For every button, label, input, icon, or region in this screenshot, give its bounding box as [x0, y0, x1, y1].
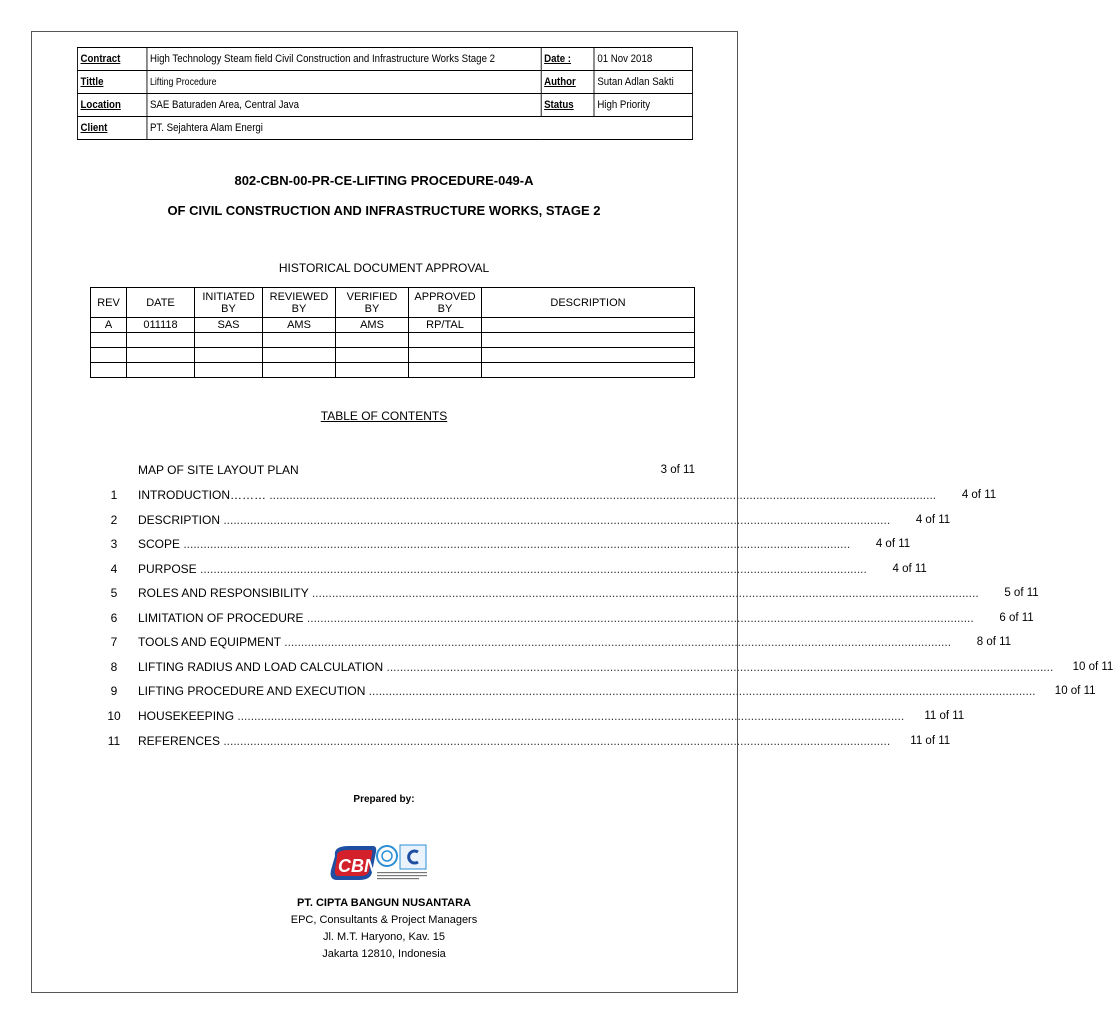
toc-item-text: ROLES AND RESPONSIBILITY [138, 586, 309, 600]
title-value: Lifting Procedure [147, 71, 541, 94]
toc-item-number: 2 [110, 513, 118, 527]
col-date: DATE [127, 288, 195, 318]
toc-item-text: TOOLS AND EQUIPMENT [138, 635, 281, 649]
approval-cell [127, 348, 195, 363]
toc-title: TABLE OF CONTENTS [320, 409, 448, 423]
toc-item[interactable] [90, 485, 997, 505]
toc-item-page: 4 of 11 [892, 563, 927, 575]
certification-fine-print [377, 872, 427, 879]
col-description: DESCRIPTION [482, 288, 695, 318]
company-logo [329, 842, 433, 884]
toc-item-text: SCOPE [138, 537, 181, 551]
toc-leader-dots: ........................................................................................................................................................................................................ [280, 635, 952, 649]
toc-item[interactable] [90, 632, 1012, 652]
approval-cell [482, 318, 695, 333]
col-rev: REV [91, 288, 127, 318]
document-code: 802-CBN-00-PR-CE-LIFTING PROCEDURE-049-A [234, 173, 534, 188]
toc-item[interactable] [90, 559, 927, 579]
title-label: Tittle [77, 71, 146, 94]
client-value: PT. Sejahtera Alam Energi [147, 117, 693, 140]
approval-cell [336, 348, 409, 363]
iso-certification-icon [377, 845, 426, 869]
company-tagline: EPC, Consultants & Project Managers [290, 914, 478, 926]
approval-cell [336, 363, 409, 378]
toc-item-number: 6 [110, 611, 118, 625]
approval-header-row [91, 288, 695, 318]
toc-item-number: 9 [110, 684, 118, 698]
toc-item-number: 11 [107, 734, 121, 748]
toc-item-number: 5 [110, 586, 118, 600]
approval-cell [409, 333, 482, 348]
approval-cell [482, 363, 695, 378]
location-label: Location [77, 94, 146, 117]
approval-row [91, 348, 695, 363]
toc-item-number: 10 [107, 709, 121, 723]
approval-table [90, 287, 695, 378]
approval-cell [195, 333, 263, 348]
company-name: PT. CIPTA BANGUN NUSANTARA [297, 897, 471, 909]
toc-leader-dots: ........................................................................................................................................................................................................ [266, 488, 937, 502]
toc-item-label [138, 611, 974, 625]
toc-item[interactable] [90, 681, 1096, 701]
toc-leader-dots: ........................................................................................................................................................................................................ [308, 586, 979, 600]
toc-item[interactable] [90, 510, 951, 530]
client-row [77, 117, 692, 140]
toc-leader-dots: ........................................................................................................................................................................................................ [220, 734, 891, 748]
location-row [77, 94, 692, 117]
toc-leader-dots: ........................................................................................................................................................................................................ [303, 611, 974, 625]
approval-cell [195, 363, 263, 378]
toc-item-label [138, 513, 890, 527]
toc-item-page: 3 of 11 [660, 464, 695, 476]
toc-item-text: PURPOSE [138, 562, 197, 576]
approval-cell [91, 348, 127, 363]
title-row [77, 71, 692, 94]
toc-item-page: 10 of 11 [1072, 661, 1113, 673]
approval-cell [195, 348, 263, 363]
approval-cell [409, 348, 482, 363]
toc-item-text: LIFTING PROCEDURE AND EXECUTION [138, 684, 366, 698]
company-address-city: Jakarta 12810, Indonesia [322, 948, 446, 960]
toc-item-page: 8 of 11 [976, 636, 1012, 648]
toc-item-number: 8 [110, 660, 118, 674]
approval-row [91, 318, 695, 333]
toc-item-number: 4 [110, 562, 118, 576]
col-reviewed: REVIEWED BY [263, 288, 336, 318]
approval-row [91, 363, 695, 378]
approval-title: HISTORICAL DOCUMENT APPROVAL [278, 261, 490, 275]
toc-item-text: MAP OF SITE LAYOUT PLAN [138, 463, 299, 477]
approval-cell [336, 333, 409, 348]
approval-cell [127, 333, 195, 348]
toc-leader-dots: ........................................................................................................................................................................................................ [196, 562, 867, 576]
toc-item[interactable] [90, 534, 911, 554]
toc-item-text: HOUSEKEEPING [138, 709, 235, 723]
toc-item[interactable] [90, 657, 1113, 677]
date-label: Date : [541, 48, 594, 71]
approval-cell: SAS [195, 318, 263, 333]
toc-item-label [138, 562, 867, 576]
approval-cell [482, 348, 695, 363]
toc-item-label [138, 586, 979, 600]
author-value: Sutan Adlan Sakti [594, 71, 692, 94]
toc-item-page: 4 of 11 [961, 489, 997, 501]
approval-cell: 011118 [127, 318, 195, 333]
approval-cell [91, 333, 127, 348]
contract-row [77, 48, 692, 71]
toc-item-page: 11 of 11 [910, 735, 951, 747]
toc-item[interactable] [90, 460, 695, 480]
contract-value: High Technology Steam field Civil Construction and Infrastructure Works Stage 2 [147, 48, 541, 71]
toc-item-number: 3 [110, 537, 118, 551]
toc-item-label [138, 660, 1053, 674]
toc-item-page: 10 of 11 [1054, 685, 1096, 697]
toc-item-number: 1 [110, 488, 118, 502]
approval-cell [91, 363, 127, 378]
toc-item-text: LIFTING RADIUS AND LOAD CALCULATION [138, 660, 384, 674]
toc-item-number: 7 [110, 635, 118, 649]
toc-item-text: REFERENCES [138, 734, 221, 748]
location-value: SAE Baturaden Area, Central Java [147, 94, 541, 117]
col-approved: APPROVED BY [409, 288, 482, 318]
toc-item-text: LIMITATION OF PROCEDURE [138, 611, 304, 625]
approval-row [91, 333, 695, 348]
toc-item-label [138, 734, 890, 748]
status-value: High Priority [594, 94, 692, 117]
toc-item-label [138, 463, 635, 477]
toc-item-page: 4 of 11 [875, 538, 911, 550]
author-label: Author [541, 71, 594, 94]
toc-item-label [138, 537, 850, 551]
toc-item-label [138, 635, 951, 649]
logo-text: CBN [338, 856, 377, 876]
approval-cell [263, 348, 336, 363]
approval-cell: A [91, 318, 127, 333]
toc-item[interactable] [90, 583, 1039, 603]
approval-cell [263, 363, 336, 378]
approval-cell [482, 333, 695, 348]
col-verified: VERIFIED BY [336, 288, 409, 318]
document-info-table [77, 47, 693, 140]
client-label: Client [77, 117, 146, 140]
cbn-logo-mark [331, 846, 378, 880]
toc-item-page: 11 of 11 [924, 710, 965, 722]
toc-leader-dots: ........................................................................................................................................................................................................ [180, 537, 851, 551]
toc-item[interactable] [90, 706, 965, 726]
toc-item[interactable] [90, 731, 951, 751]
document-subtitle: OF CIVIL CONSTRUCTION AND INFRASTRUCTURE WORKS, STAGE 2 [167, 203, 601, 218]
toc-leader-dots: ........................................................................................................................................................................................................ [365, 684, 1036, 698]
date-value: 01 Nov 2018 [594, 48, 692, 71]
toc-item-page: 5 of 11 [1004, 587, 1039, 599]
approval-cell: RP/TAL [409, 318, 482, 333]
approval-cell [127, 363, 195, 378]
toc-leader-dots: ........................................................................................................................................................................................................ [234, 709, 905, 723]
approval-cell: AMS [263, 318, 336, 333]
contract-label: Contract [77, 48, 146, 71]
toc-item[interactable] [90, 608, 1034, 628]
toc-item-text: INTRODUCTION……… [138, 488, 266, 502]
status-label: Status [541, 94, 594, 117]
approval-cell [409, 363, 482, 378]
company-address-street: Jl. M.T. Haryono, Kav. 15 [322, 931, 446, 943]
toc-item-label [138, 709, 904, 723]
approval-cell [263, 333, 336, 348]
toc-item-page: 4 of 11 [915, 514, 951, 526]
toc-leader-dots: ........................................................................................................................................................................................................ [383, 660, 1054, 674]
prepared-by-label: Prepared by: [353, 794, 415, 805]
approval-cell: AMS [336, 318, 409, 333]
toc-item-text: DESCRIPTION [138, 513, 221, 527]
toc-item-page: 6 of 11 [999, 612, 1034, 624]
toc-leader-dots: ........................................................................................................................................................................................................ [220, 513, 891, 527]
toc-item-label [138, 684, 1036, 698]
toc-item-label [138, 488, 936, 502]
col-initiated: INITIATED BY [195, 288, 263, 318]
